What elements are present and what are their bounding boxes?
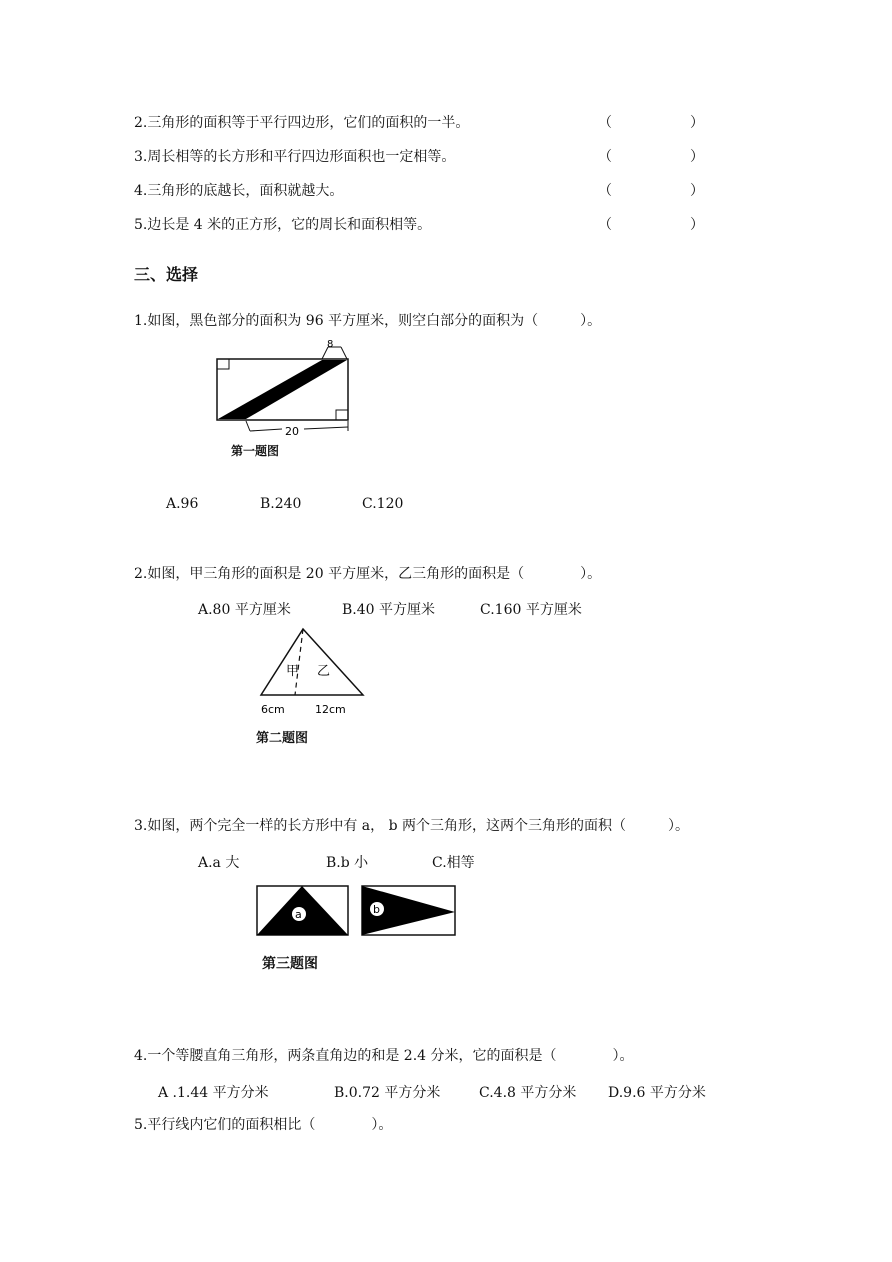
figure-3-label-a: a [295, 908, 302, 921]
figure-1-label-top: 8 [327, 339, 334, 350]
question-4-text: 4.一个等腰直角三角形，两条直角边的和是 2.4 分米，它的面积是（ ）。 [134, 1048, 634, 1064]
judgement-item-5: 5.边长是 4 米的正方形，它的周长和面积相等。 [134, 217, 432, 233]
answer-paren-open: （ [598, 115, 612, 131]
q1-option-b: B.240 [260, 496, 302, 512]
answer-paren-close: ） [690, 115, 704, 131]
q4-option-c: C.4.8 平方分米 [479, 1085, 577, 1101]
question-3-text: 3.如图，两个完全一样的长方形中有 a， b 两个三角形，这两个三角形的面积（ ）。 [134, 818, 690, 834]
figure-2 [255, 625, 375, 720]
q2-option-a: A.80 平方厘米 [198, 602, 291, 618]
q2-option-b: B.40 平方厘米 [342, 602, 436, 618]
figure-2-caption: 第二题图 [256, 731, 309, 746]
answer-paren-open: （ [598, 183, 612, 199]
figure-2-label-jia: 甲 [286, 664, 300, 679]
judgement-item-3: 3.周长相等的长方形和平行四边形面积也一定相等。 [134, 149, 456, 165]
figure-1-label-bottom: 20 [285, 425, 299, 438]
figure-1 [210, 338, 360, 438]
q3-option-a: A.a 大 [198, 855, 240, 871]
q4-option-b: B.0.72 平方分米 [334, 1085, 441, 1101]
answer-paren-open: （ [598, 149, 612, 165]
judgement-item-2: 2.三角形的面积等于平行四边形，它们的面积的一半。 [134, 115, 470, 131]
figure-2-label-yi: 乙 [317, 664, 331, 679]
figure-3 [255, 884, 460, 938]
section-heading: 三、选择 [134, 265, 199, 284]
judgement-item-4: 4.三角形的底越长，面积就越大。 [134, 183, 344, 199]
question-5-text: 5.平行线内它们的面积相比（ ）。 [134, 1117, 393, 1133]
figure-3-label-b: b [373, 903, 380, 916]
answer-paren-close: ） [690, 217, 704, 233]
answer-paren-open: （ [598, 217, 612, 233]
q4-option-a: A .1.44 平方分米 [158, 1085, 269, 1101]
question-1-text: 1.如图，黑色部分的面积为 96 平方厘米，则空白部分的面积为（ ）。 [134, 313, 602, 329]
q4-option-d: D.9.6 平方分米 [608, 1085, 706, 1101]
q1-option-c: C.120 [362, 496, 404, 512]
answer-paren-close: ） [690, 183, 704, 199]
figure-3-caption: 第三题图 [262, 956, 318, 972]
q3-option-c: C.相等 [432, 855, 475, 871]
answer-paren-close: ） [690, 149, 704, 165]
figure-1-caption: 第一题图 [231, 444, 280, 458]
q2-option-c: C.160 平方厘米 [480, 602, 582, 618]
figure-2-label-left: 6cm [261, 703, 285, 716]
figure-2-label-right: 12cm [315, 703, 346, 716]
q3-option-b: B.b 小 [326, 855, 369, 871]
question-2-text: 2.如图，甲三角形的面积是 20 平方厘米，乙三角形的面积是（ ）。 [134, 566, 602, 582]
q1-option-a: A.96 [166, 496, 199, 512]
